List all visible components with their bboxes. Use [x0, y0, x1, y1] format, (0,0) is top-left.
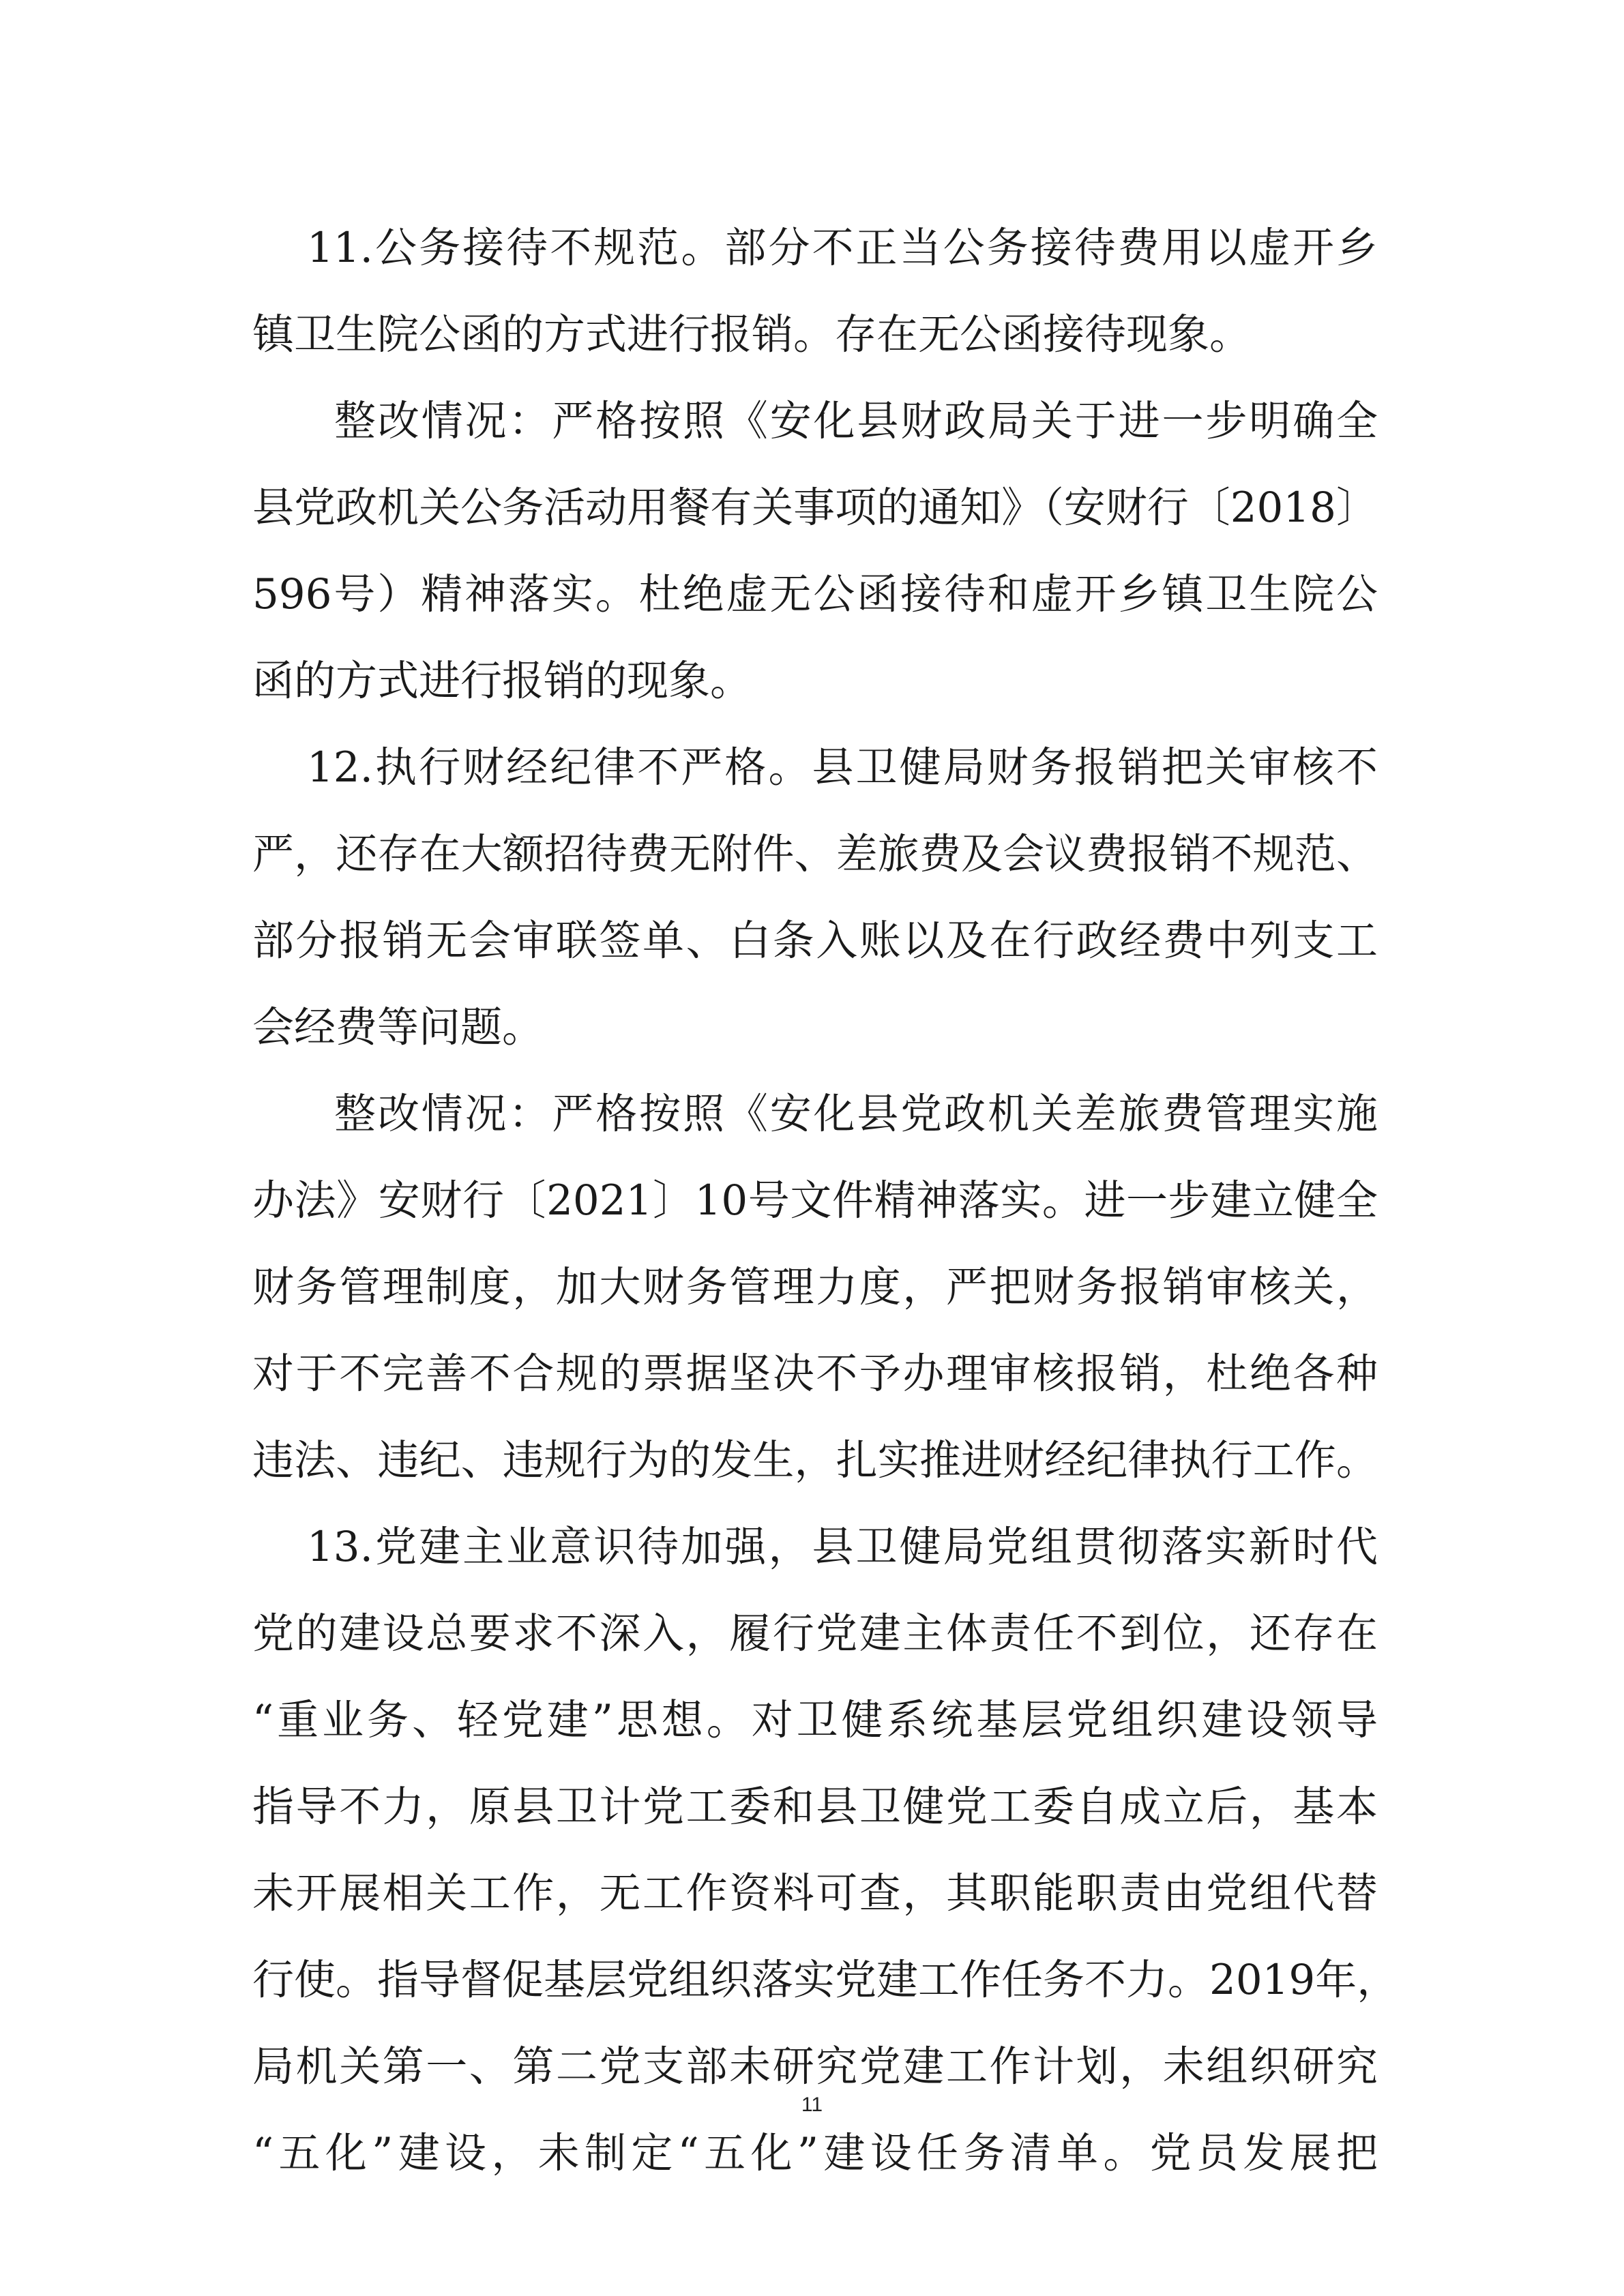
- text-line: 镇卫生院公函的方式进行报销。存在无公函接待现象。: [252, 310, 1252, 359]
- text-line: 整改情况：严格按照《安化县党政机关差旅费管理实施: [334, 1090, 1378, 1138]
- text-line: “五化”建设，未制定“五化”建设任务清单。党员发展把: [252, 2129, 1378, 2177]
- text-line: 整改情况：严格按照《安化县财政局关于进一步明确全: [334, 397, 1378, 445]
- text-line: 局机关第一、第二党支部未研究党建工作计划，未组织研究: [252, 2042, 1378, 2091]
- text-line: 会经费等问题。: [252, 1003, 544, 1052]
- text-line: 11.公务接待不规范。部分不正当公务接待费用以虚开乡: [307, 224, 1378, 272]
- text-line: 县党政机关公务活动用餐有关事项的通知》（安财行〔2018〕: [252, 483, 1378, 532]
- document-body: [252, 205, 1399, 2196]
- text-line: 严，还存在大额招待费无附件、差旅费及会议费报销不规范、: [252, 830, 1378, 878]
- paragraph-item-13: [252, 1504, 1399, 2196]
- paragraph-rectification-12: [252, 1071, 1378, 1504]
- text-line: 未开展相关工作，无工作资料可查，其职能职责由党组代替: [252, 1869, 1378, 1918]
- text-line: 函的方式进行报销的现象。: [252, 657, 752, 705]
- paragraph-item-11: [252, 205, 1378, 378]
- text-line: 12.执行财经纪律不严格。县卫健局财务报销把关审核不: [307, 743, 1378, 792]
- text-line: “重业务、轻党建”思想。对卫健系统基层党组织建设领导: [252, 1696, 1378, 1744]
- text-line: 596号）精神落实。杜绝虚无公函接待和虚开乡镇卫生院公: [252, 570, 1378, 618]
- paragraph-rectification-11: [252, 378, 1378, 724]
- page-number: 11: [801, 2093, 823, 2116]
- text-line: 部分报销无会审联签单、白条入账以及在行政经费中列支工: [252, 916, 1378, 965]
- text-line: 党的建设总要求不深入，履行党建主体责任不到位，还存在: [252, 1609, 1378, 1658]
- text-line: 财务管理制度，加大财务管理力度，严把财务报销审核关，: [252, 1263, 1378, 1311]
- text-line: 对于不完善不合规的票据坚决不予办理审核报销，杜绝各种: [252, 1350, 1378, 1398]
- text-line: 违法、违纪、违规行为的发生，扎实推进财经纪律执行工作。: [252, 1436, 1378, 1485]
- text-line: 13.党建主业意识待加强，县卫健局党组贯彻落实新时代: [307, 1523, 1378, 1571]
- text-line: 办法》安财行〔2021〕10号文件精神落实。进一步建立健全: [252, 1176, 1378, 1225]
- text-line: 行使。指导督促基层党组织落实党建工作任务不力。2019年，: [252, 1956, 1399, 2004]
- paragraph-item-12: [252, 724, 1378, 1071]
- text-line: 指导不力，原县卫计党工委和县卫健党工委自成立后，基本: [252, 1783, 1378, 1831]
